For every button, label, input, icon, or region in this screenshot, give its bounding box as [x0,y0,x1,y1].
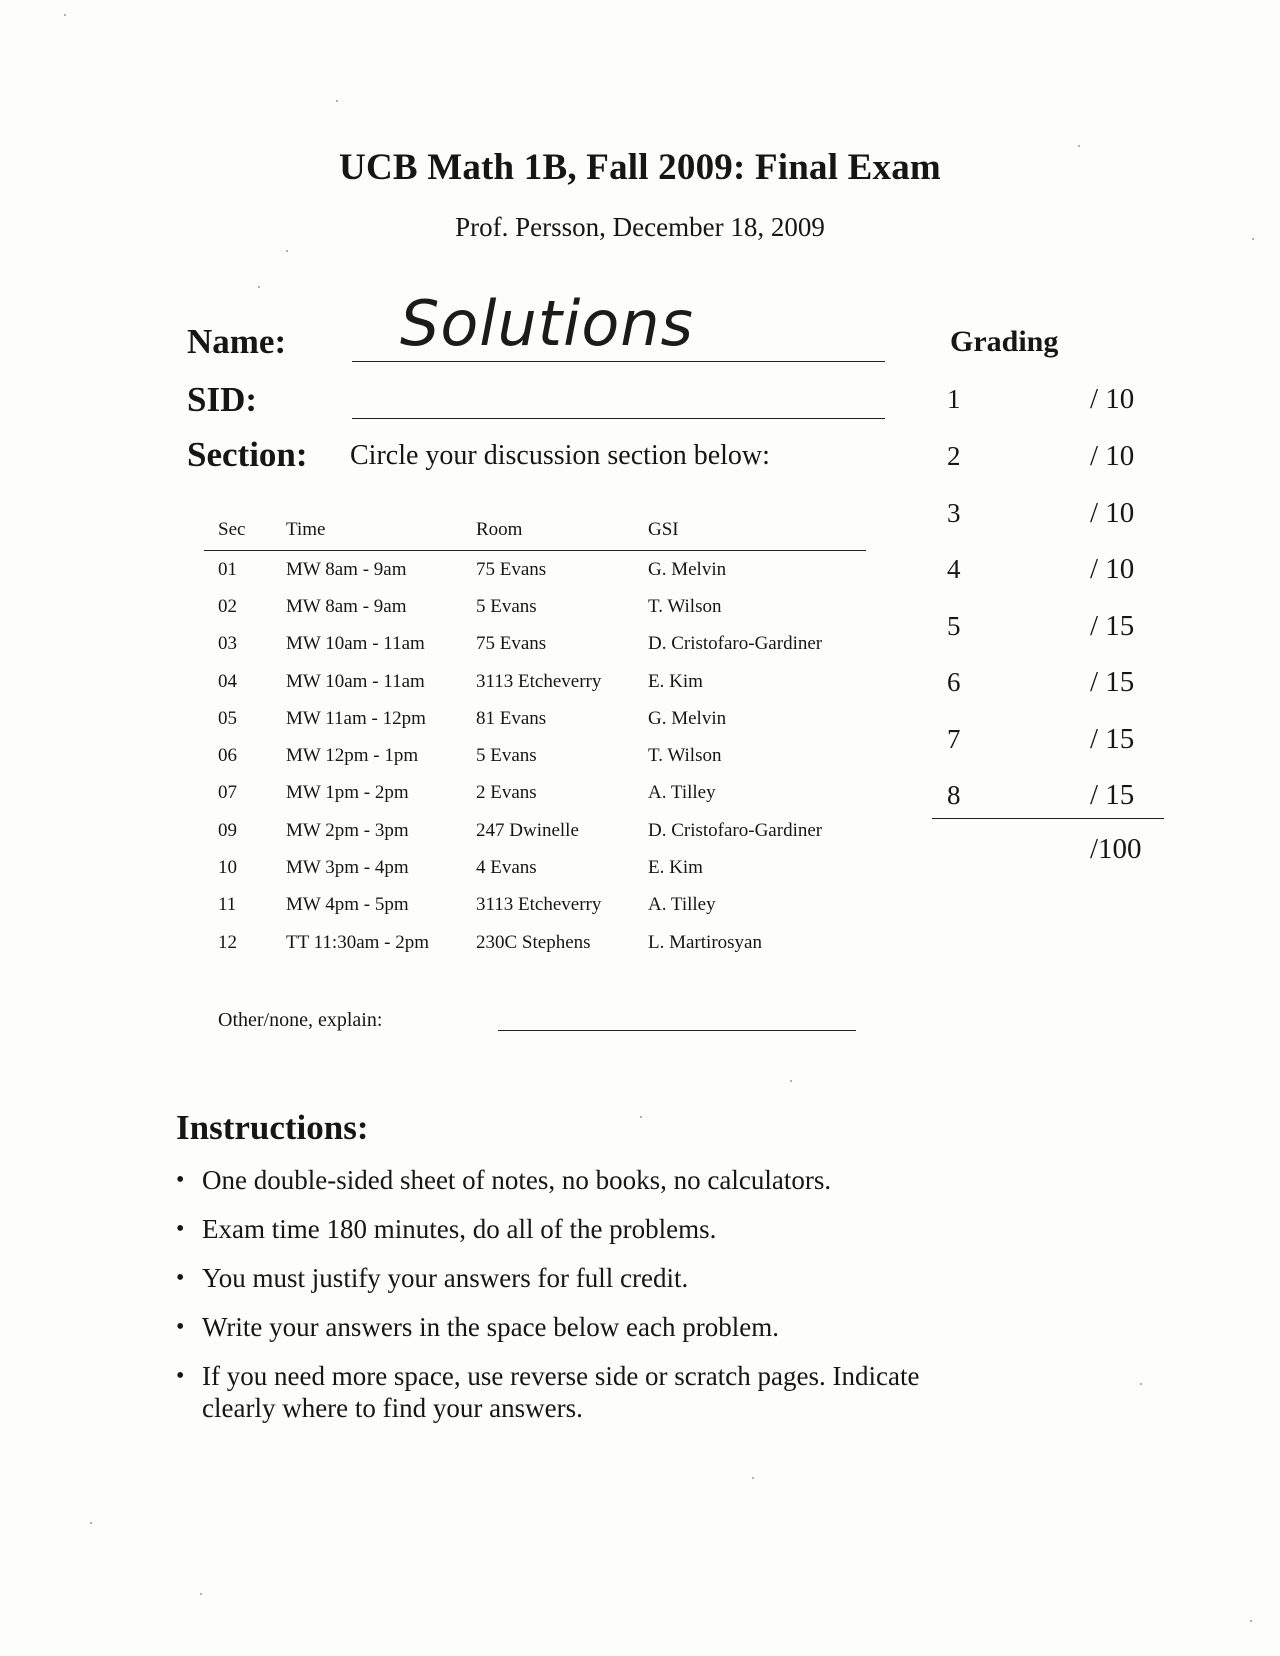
table-row[interactable] [204,812,866,849]
scan-speck [790,1080,792,1082]
grading-total-rule [932,818,1164,819]
gsi-cell: G. Melvin [648,707,727,729]
table-row[interactable] [204,551,866,589]
room-cell: 81 Evans [476,707,547,729]
time-cell: MW 10am - 11am [286,670,425,692]
sid-label: SID: [187,380,258,419]
gsi-cell: D. Cristofaro-Gardiner [648,819,823,841]
name-label: Name: [187,322,287,361]
sec-cell: 03 [218,633,237,655]
list-item [176,1213,976,1245]
sid-field-line[interactable] [352,418,885,419]
grading-problem-number: 1 [947,384,961,414]
gsi-cell: G. Melvin [648,558,727,580]
table-row[interactable] [204,849,866,886]
grading-problem-number: 8 [947,780,961,810]
section-instruction: Circle your discussion section below: [350,440,770,471]
grading-score: / 10 [1090,497,1135,529]
instruction-text: You must justify your answers for full credit. [202,1263,689,1293]
instructions-list [176,1164,976,1441]
other-explain-line[interactable] [498,1030,856,1031]
room-cell: 3113 Etcheverry [476,894,602,916]
grading-score: / 15 [1090,723,1135,755]
scan-speck [1250,1620,1252,1622]
sec-cell: 12 [218,931,237,953]
time-cell: MW 3pm - 4pm [286,857,409,879]
time-cell: MW 2pm - 3pm [286,819,409,841]
name-field-line[interactable] [352,361,885,362]
sec-cell: 04 [218,670,237,692]
time-cell: MW 4pm - 5pm [286,894,409,916]
scan-speck [640,1116,642,1118]
gsi-cell: E. Kim [648,670,703,692]
sec-cell: 10 [218,857,237,879]
bullet-icon: • [176,1216,185,1242]
time-cell: MW 11am - 12pm [286,707,426,729]
instruction-text: Exam time 180 minutes, do all of the problems. [202,1214,717,1244]
gsi-cell: A. Tilley [648,894,716,916]
scan-speck [64,14,66,16]
grading-problem-number: 3 [947,498,961,528]
table-row[interactable] [204,737,866,774]
room-cell: 2 Evans [476,782,537,804]
sec-cell: 05 [218,707,237,729]
time-cell: TT 11:30am - 2pm [286,931,430,953]
room-cell: 247 Dwinelle [476,819,579,841]
table-row[interactable] [204,663,866,700]
room-cell: 5 Evans [476,745,537,767]
sec-cell: 06 [218,745,237,767]
exam-title: UCB Math 1B, Fall 2009: Final Exam [339,147,941,188]
room-cell: 230C Stephens [476,931,591,953]
grading-score: / 15 [1090,779,1135,811]
room-cell: 5 Evans [476,595,537,617]
grading-problem-number: 2 [947,441,961,471]
scan-speck [336,100,338,102]
scan-speck [286,250,288,252]
gsi-cell: D. Cristofaro-Gardiner [648,633,823,655]
list-item [176,1360,976,1424]
sec-cell: 01 [218,558,237,580]
sec-cell: 11 [218,894,237,916]
col-room-header: Room [462,518,634,551]
room-cell: 75 Evans [476,558,547,580]
grading-problem-number: 5 [947,611,961,641]
scan-speck [1140,1383,1142,1385]
sec-cell: 02 [218,595,237,617]
col-sec-header: Sec [204,518,272,551]
grading-score: / 10 [1090,440,1135,472]
instructions-title: Instructions: [176,1108,369,1147]
name-value: Solutions [400,287,694,360]
table-row[interactable] [204,700,866,737]
bullet-icon: • [176,1314,185,1340]
grading-score: / 10 [1090,553,1135,585]
time-cell: MW 8am - 9am [286,595,407,617]
col-time-header: Time [272,518,462,551]
room-cell: 4 Evans [476,857,537,879]
grading-score: / 15 [1090,666,1135,698]
list-item [176,1164,976,1196]
instruction-text: If you need more space, use reverse side or scratch pages. Indicate clearly where to find your answers. [202,1361,920,1423]
list-item [176,1311,976,1343]
table-header-row [204,518,866,551]
table-row[interactable] [204,924,866,961]
scan-speck [90,1522,92,1524]
gsi-cell: T. Wilson [648,595,722,617]
bullet-icon: • [176,1265,185,1291]
table-row[interactable] [204,775,866,812]
time-cell: MW 1pm - 2pm [286,782,409,804]
time-cell: MW 12pm - 1pm [286,745,419,767]
time-cell: MW 10am - 11am [286,633,425,655]
section-label: Section: [187,435,308,474]
gsi-cell: A. Tilley [648,782,716,804]
bullet-icon: • [176,1167,185,1193]
gsi-cell: T. Wilson [648,745,722,767]
grading-score: / 10 [1090,383,1135,415]
grading-problem-number: 4 [947,554,961,584]
table-row[interactable] [204,887,866,924]
room-cell: 3113 Etcheverry [476,670,602,692]
col-gsi-header: GSI [634,518,866,551]
list-item [176,1262,976,1294]
instruction-text: Write your answers in the space below each problem. [202,1312,779,1342]
bullet-icon: • [176,1363,185,1389]
scan-speck [752,1477,754,1479]
table-row[interactable] [204,588,866,625]
time-cell: MW 8am - 9am [286,558,407,580]
table-row[interactable] [204,626,866,663]
other-explain-label: Other/none, explain: [218,1009,383,1031]
exam-subtitle: Prof. Persson, December 18, 2009 [455,212,825,242]
scan-speck [258,286,260,288]
room-cell: 75 Evans [476,633,547,655]
gsi-cell: L. Martirosyan [648,931,762,953]
instruction-text: One double-sided sheet of notes, no books, no calculators. [202,1165,832,1195]
sec-cell: 09 [218,819,237,841]
gsi-cell: E. Kim [648,857,703,879]
scan-speck [200,1593,202,1595]
discussion-sections-table [204,518,866,961]
grading-total: /100 [1090,833,1142,865]
grading-title: Grading [950,325,1059,358]
sec-cell: 07 [218,782,237,804]
grading-problem-number: 6 [947,667,961,697]
grading-problem-number: 7 [947,724,961,754]
grading-score: / 15 [1090,610,1135,642]
